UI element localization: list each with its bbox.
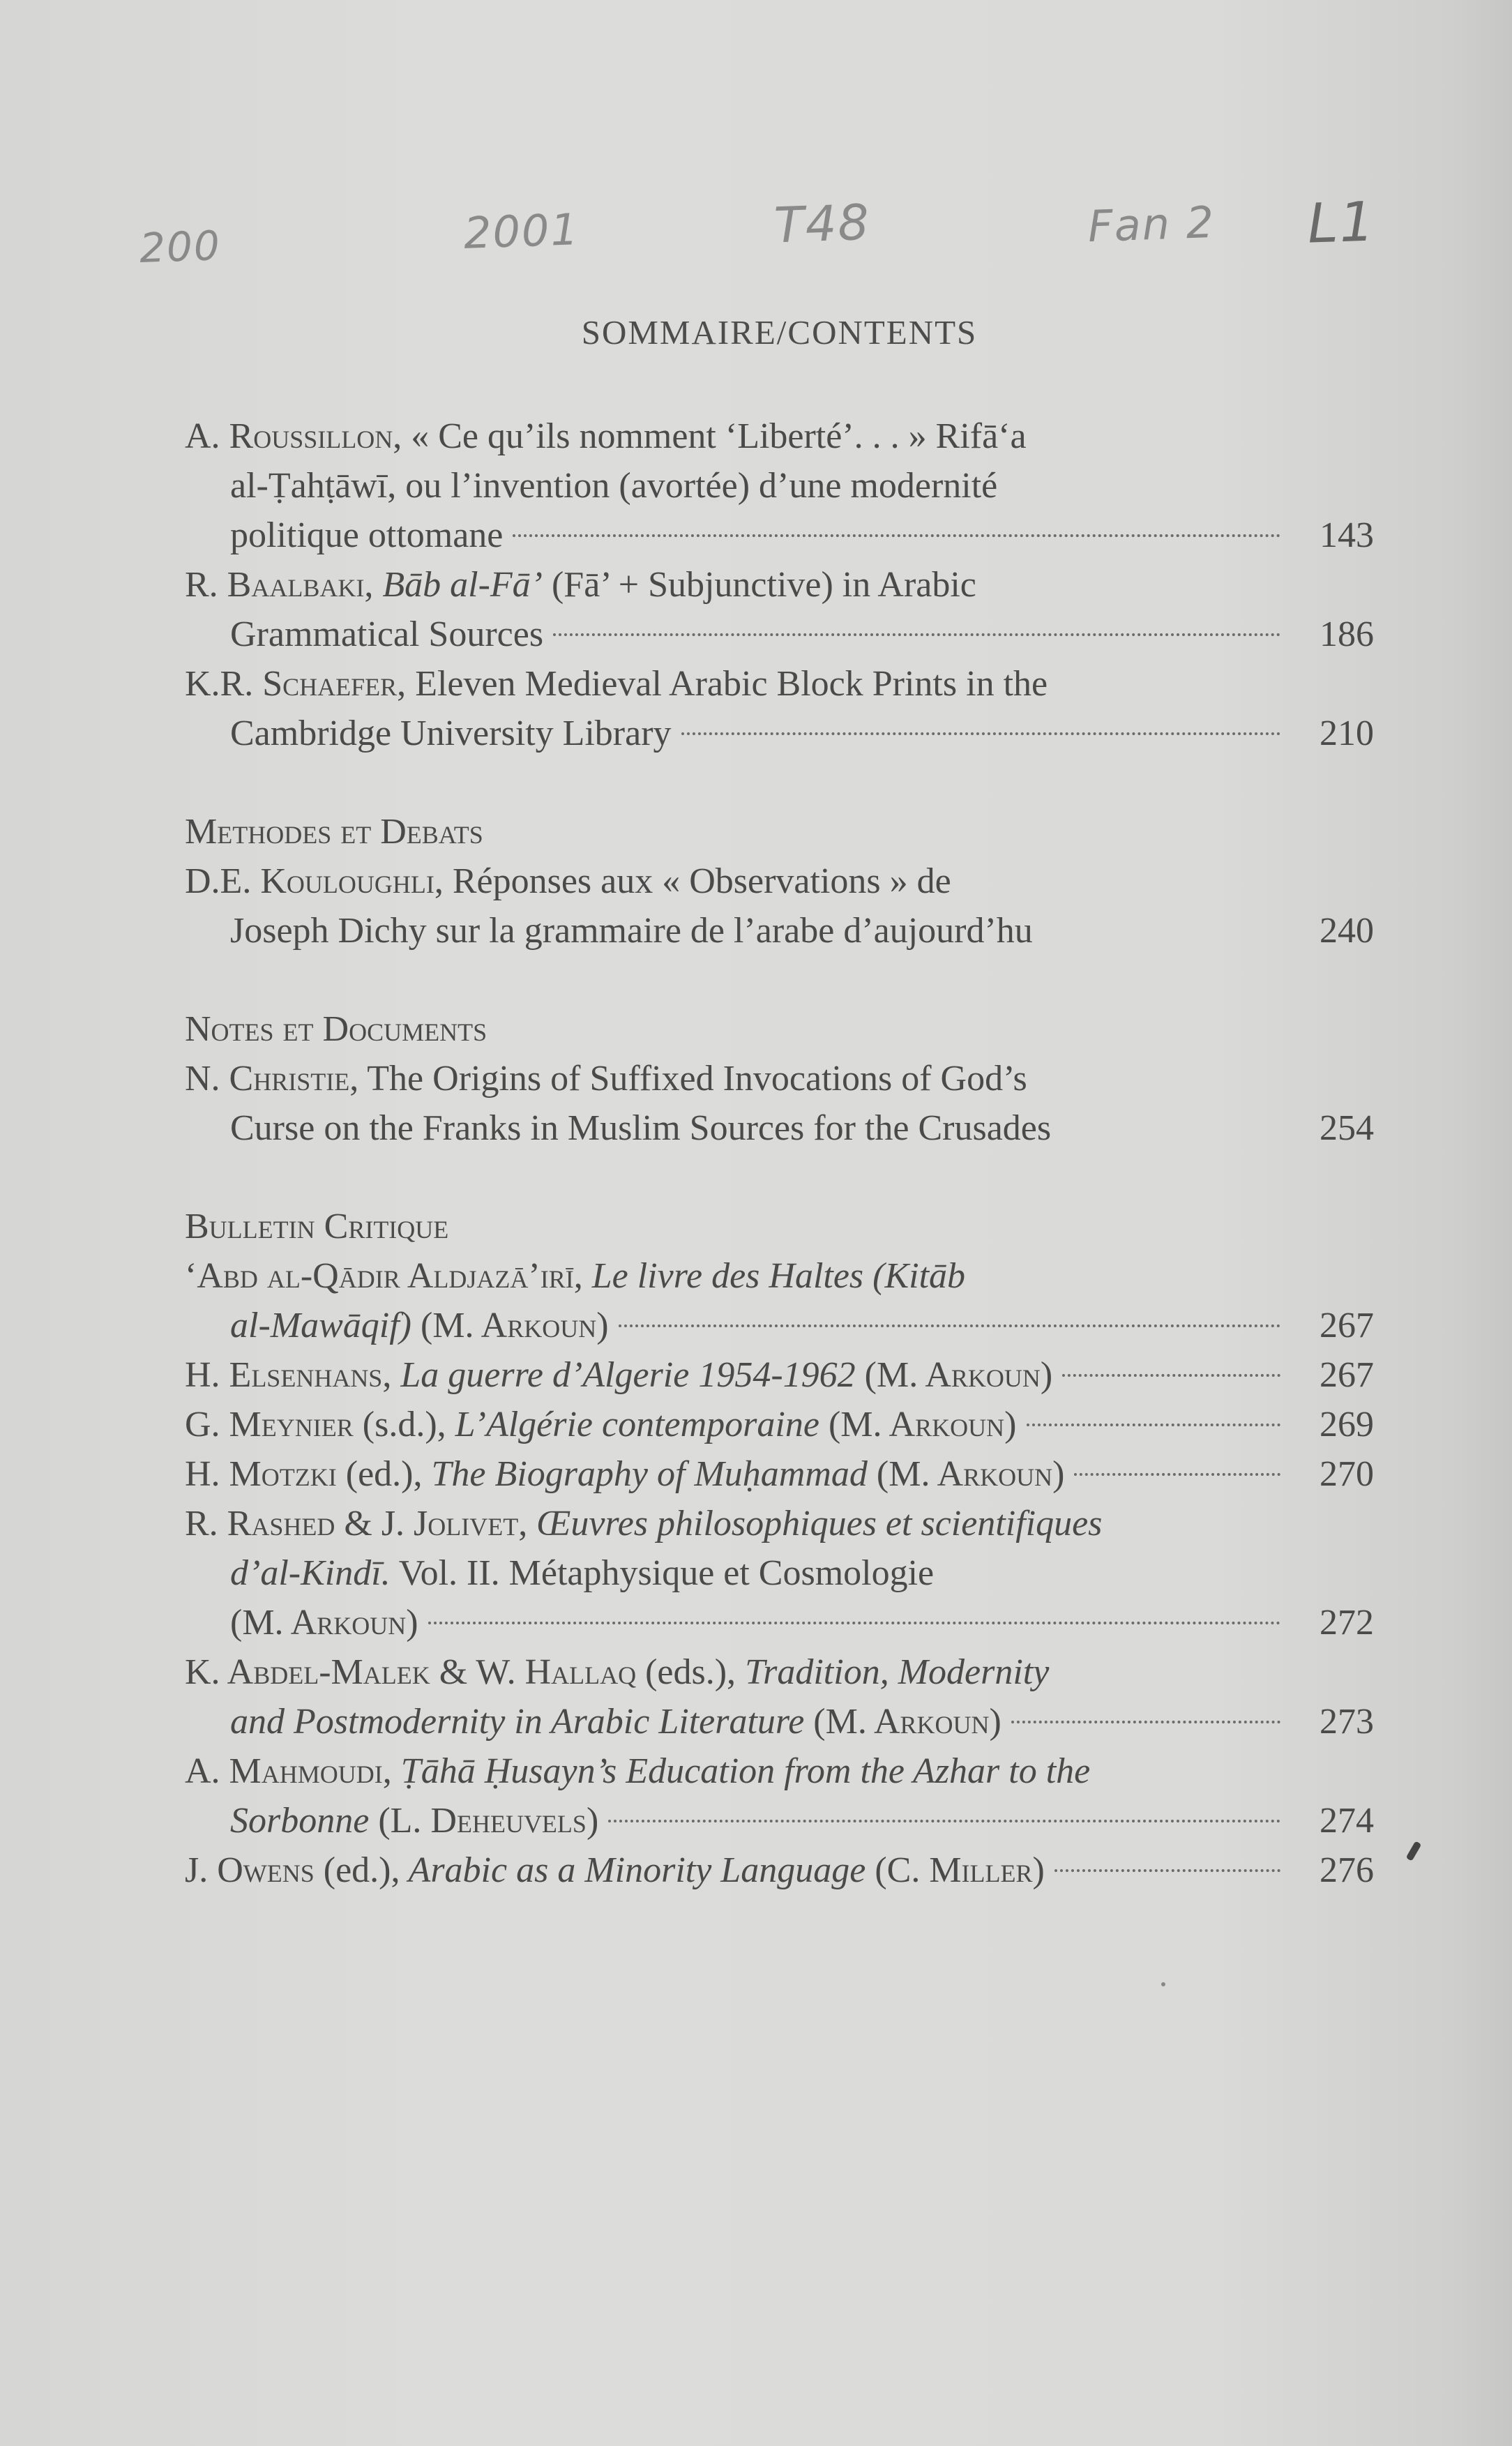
toc-reviewer: (M. Arkoun) xyxy=(855,1355,1053,1395)
toc-author: A. Roussillon, xyxy=(185,416,402,456)
toc-title: (Fā’ + Subjunctive) in Arabic xyxy=(542,565,976,605)
toc-author: K. Abdel-Malek & W. Hallaq xyxy=(185,1652,637,1692)
toc-line xyxy=(185,412,1374,461)
toc-line[interactable] xyxy=(185,1598,1374,1647)
toc-author: H. Elsenhans, xyxy=(185,1355,392,1395)
toc-author: A. Mahmoudi, xyxy=(185,1751,392,1791)
toc-title: The Origins of Suffixed Invocations of God’s xyxy=(358,1059,1027,1099)
toc-reviewer: (M. Arkoun) xyxy=(804,1702,1001,1742)
toc-author: G. Meynier xyxy=(185,1405,354,1444)
toc-line[interactable] xyxy=(185,1796,1374,1845)
toc-note: (ed.), xyxy=(336,1454,423,1494)
toc-title-italic: al-Mawāqif) xyxy=(230,1306,411,1345)
toc-title-italic: Tradition, Modernity xyxy=(736,1652,1050,1692)
toc-line xyxy=(185,659,1374,709)
toc-title-cont: Grammatical Sources xyxy=(230,614,544,654)
toc-title-italic: Ṭāhā Ḥusayn’s Education from the Azhar to the xyxy=(391,1751,1091,1791)
toc-line xyxy=(185,1548,1374,1598)
toc-reviewer: (L. Deheuvels) xyxy=(369,1801,599,1841)
toc-title-italic: Bāb al-Fā’ xyxy=(373,565,543,605)
page-number: 143 xyxy=(1320,515,1374,555)
toc-title-italic: Le livre des Haltes (Kitāb xyxy=(582,1256,966,1296)
toc-reviewer: (M. Arkoun) xyxy=(411,1306,609,1345)
toc-author: H. Motzki xyxy=(185,1454,337,1494)
toc-title-italic: Arabic as a Minority Language xyxy=(400,1850,866,1890)
toc-title-cont: al-Ṭahṭāwī, ou l’invention (avortée) d’une modernité xyxy=(230,466,998,506)
toc-title-italic: The Biography of Muḥammad xyxy=(422,1454,868,1494)
dot-leader xyxy=(608,1820,1280,1822)
toc-line[interactable] xyxy=(185,1449,1374,1499)
toc-title-italic: Œuvres philosophiques et scientifiques xyxy=(527,1504,1103,1543)
toc-title-cont: Joseph Dichy sur la grammaire de l’arabe d’aujourd’hu xyxy=(230,911,1033,951)
toc-title: Vol. II. Métaphysique et Cosmologie xyxy=(390,1553,935,1593)
toc-line xyxy=(185,1647,1374,1697)
toc-line[interactable] xyxy=(185,1350,1374,1400)
page-number: 267 xyxy=(1320,1306,1374,1345)
toc-line[interactable] xyxy=(185,709,1374,758)
toc-title-italic: and Postmodernity in Arabic Literature xyxy=(230,1702,805,1742)
toc-reviewer: (M. Arkoun) xyxy=(819,1405,1017,1444)
dot-leader xyxy=(1074,1473,1280,1476)
page-number: 210 xyxy=(1320,714,1374,753)
toc-line[interactable] xyxy=(185,1400,1374,1449)
dot-leader xyxy=(428,1622,1280,1624)
toc-line xyxy=(185,1054,1374,1103)
toc-author: ‘Abd al-Qādir Aldjazā’irī, xyxy=(185,1256,583,1296)
toc-line xyxy=(185,1746,1374,1796)
toc-line xyxy=(185,461,1374,511)
dot-leader xyxy=(1027,1424,1281,1426)
page-number: 270 xyxy=(1320,1454,1374,1494)
handwritten-note-5: L1 xyxy=(1306,190,1377,256)
page-number: 267 xyxy=(1320,1355,1374,1395)
toc-reviewer: (C. Miller) xyxy=(865,1850,1045,1890)
toc-author: R. Baalbaki, xyxy=(185,565,374,605)
dot-leader xyxy=(681,732,1280,735)
page-number: 272 xyxy=(1320,1603,1374,1643)
page-number: 276 xyxy=(1320,1850,1374,1890)
toc-title: Eleven Medieval Arabic Block Prints in the xyxy=(406,664,1048,704)
toc-line[interactable] xyxy=(185,906,1374,956)
toc-title-italic: d’al-Kindī. xyxy=(230,1553,391,1593)
toc-title-cont: Cambridge University Library xyxy=(230,714,672,753)
page-number: 254 xyxy=(1320,1108,1374,1148)
page-number: 274 xyxy=(1320,1801,1374,1841)
toc-line[interactable] xyxy=(185,610,1374,659)
toc-line[interactable] xyxy=(185,1301,1374,1350)
toc-line xyxy=(185,1251,1374,1301)
toc-author: J. Owens xyxy=(185,1850,315,1890)
toc-line[interactable] xyxy=(185,511,1374,560)
table-of-contents xyxy=(185,412,1374,1895)
page-number: 269 xyxy=(1320,1405,1374,1444)
toc-title-italic: La guerre d’Algerie 1954-1962 xyxy=(391,1355,856,1395)
dot-leader xyxy=(619,1324,1280,1327)
handwritten-note-4: Fan 2 xyxy=(1087,196,1216,252)
handwritten-note-2: 2001 xyxy=(462,204,581,259)
handwritten-note-1: 200 xyxy=(138,221,222,273)
dot-leader xyxy=(513,534,1280,537)
page-title: SOMMAIRE/CONTENTS xyxy=(581,313,978,352)
toc-author: D.E. Kouloughli, xyxy=(185,861,444,901)
toc-line[interactable] xyxy=(185,1845,1374,1895)
page-number: 240 xyxy=(1320,911,1374,951)
handwritten-note-3: T48 xyxy=(773,193,872,255)
toc-author: N. Christie, xyxy=(185,1059,359,1099)
toc-note: (ed.), xyxy=(314,1850,400,1890)
page-number: 273 xyxy=(1320,1702,1374,1742)
toc-title-italic: L’Algérie contemporaine xyxy=(446,1405,819,1444)
toc-title-italic: Sorbonne xyxy=(230,1801,370,1841)
toc-title-cont: Curse on the Franks in Muslim Sources for the Crusades xyxy=(230,1108,1052,1148)
toc-note: (eds.), xyxy=(636,1652,736,1692)
toc-author: K.R. Schaefer, xyxy=(185,664,407,704)
toc-reviewer: (M. Arkoun) xyxy=(230,1603,418,1643)
section-heading-methodes: Methodes et Debats xyxy=(185,812,483,852)
toc-title-cont: politique ottomane xyxy=(230,515,504,555)
dot-leader xyxy=(1011,1721,1280,1723)
toc-line xyxy=(185,856,1374,906)
toc-line[interactable] xyxy=(185,1697,1374,1746)
pencil-tick-mark xyxy=(1406,1841,1422,1861)
toc-line[interactable] xyxy=(185,1103,1374,1153)
dust-speck xyxy=(1161,1982,1165,1986)
toc-title: Réponses aux « Observations » de xyxy=(443,861,951,901)
dot-leader xyxy=(1062,1374,1280,1377)
dot-leader xyxy=(1054,1869,1280,1872)
toc-line xyxy=(185,560,1374,610)
page-number: 186 xyxy=(1320,614,1374,654)
toc-reviewer: (M. Arkoun) xyxy=(867,1454,1065,1494)
toc-title: « Ce qu’ils nomment ‘Liberté’. . . » Rifā‘a xyxy=(402,416,1027,456)
toc-note: (s.d.), xyxy=(353,1405,446,1444)
section-heading-notes: Notes et Documents xyxy=(185,1009,487,1049)
dot-leader xyxy=(553,633,1280,636)
toc-author: R. Rashed & J. Jolivet, xyxy=(185,1504,528,1543)
section-heading-bulletin: Bulletin Critique xyxy=(185,1207,449,1246)
toc-line xyxy=(185,1499,1374,1548)
